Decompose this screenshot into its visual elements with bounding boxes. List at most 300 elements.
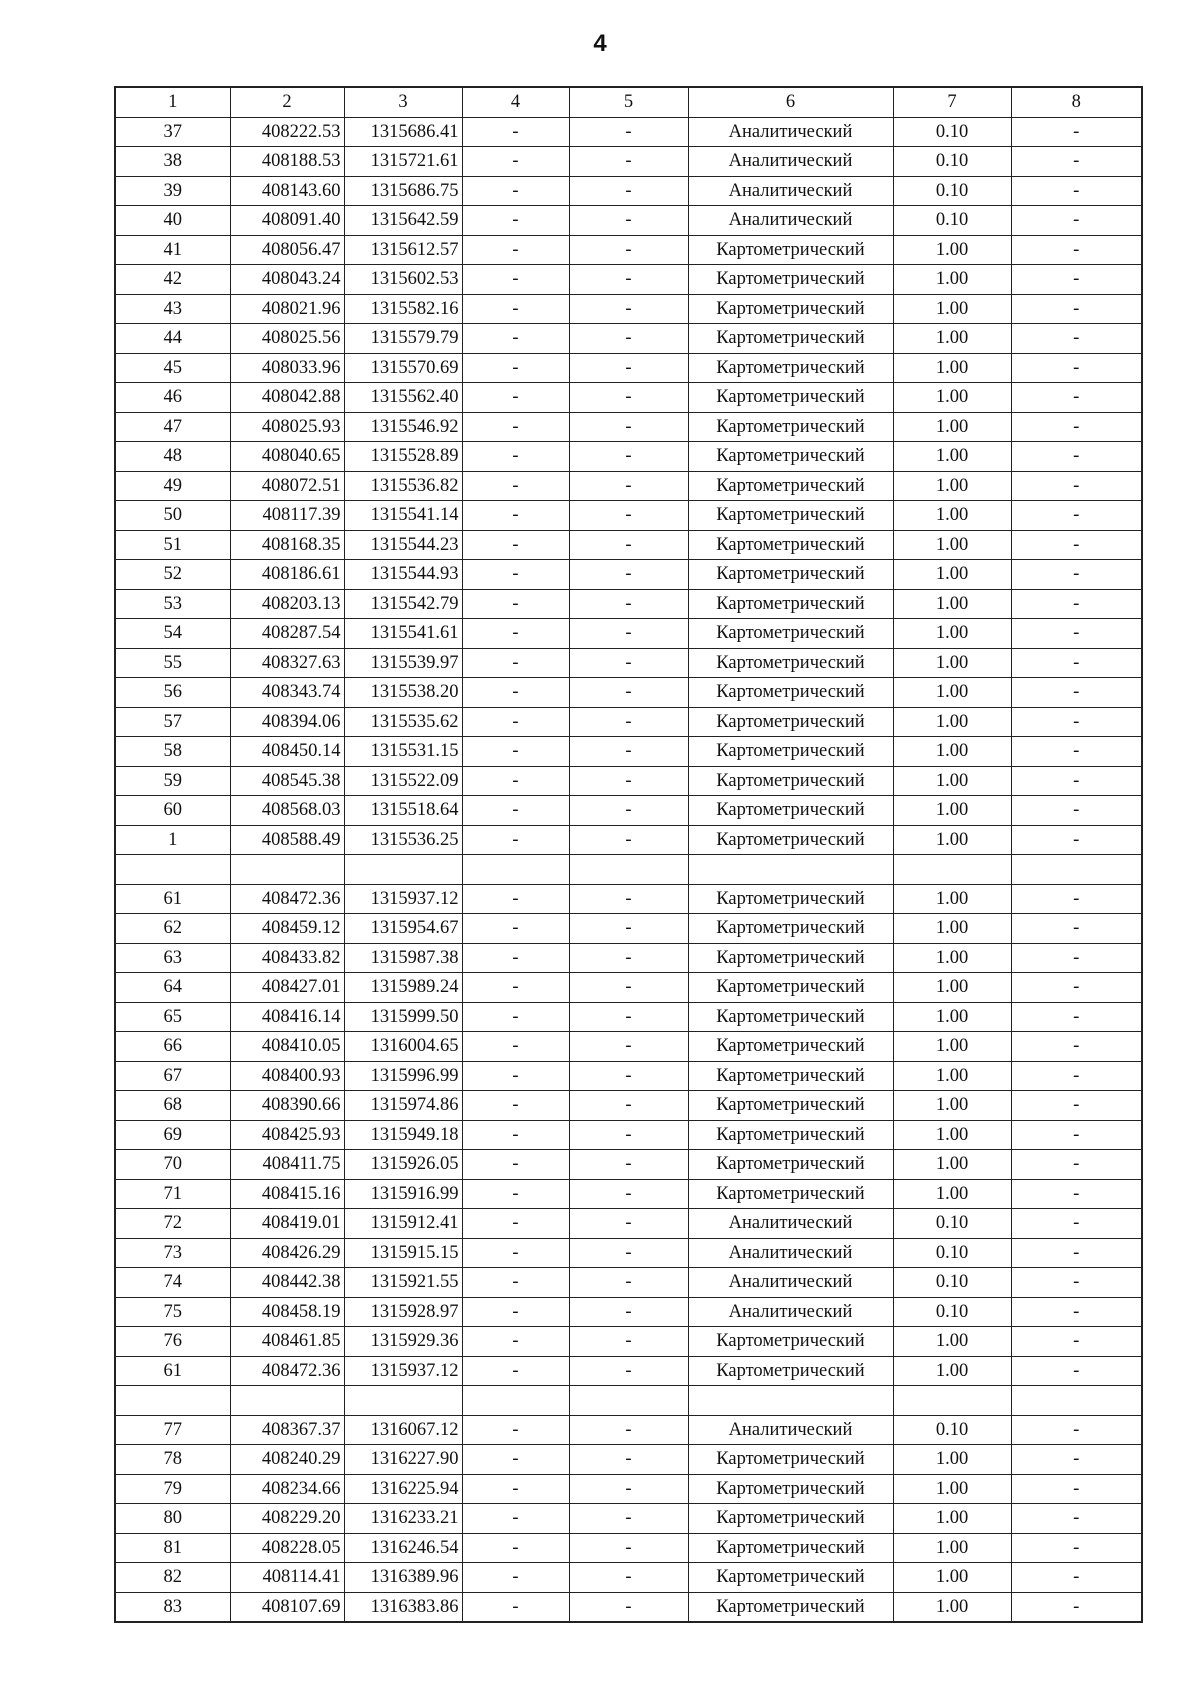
coord-y-cell: 1315921.55 [344, 1268, 462, 1298]
coord-y-cell: 1315579.79 [344, 324, 462, 354]
point-number-cell: 58 [115, 737, 230, 767]
col-5-cell: - [569, 560, 688, 590]
table-row [115, 914, 1142, 944]
method-cell: Картометрический [688, 412, 893, 442]
coord-x-cell: 408343.74 [230, 678, 344, 708]
coord-y-cell: 1315582.16 [344, 294, 462, 324]
accuracy-cell: 1.00 [893, 1061, 1011, 1091]
accuracy-cell: 1.00 [893, 1592, 1011, 1622]
table-row [115, 501, 1142, 531]
col-8-cell: - [1011, 1061, 1142, 1091]
col-8-cell: - [1011, 884, 1142, 914]
col-8-cell: - [1011, 1032, 1142, 1062]
table-row [115, 1209, 1142, 1239]
coord-y-cell: 1315989.24 [344, 973, 462, 1003]
coord-y-cell: 1315570.69 [344, 353, 462, 383]
point-number-cell: 65 [115, 1002, 230, 1032]
coord-x-cell: 408568.03 [230, 796, 344, 826]
method-cell [688, 1386, 893, 1416]
coord-x-cell: 408419.01 [230, 1209, 344, 1239]
point-number-cell: 44 [115, 324, 230, 354]
coord-y-cell: 1315954.67 [344, 914, 462, 944]
point-number-cell: 60 [115, 796, 230, 826]
col-4-cell: - [462, 884, 569, 914]
col-8-cell: - [1011, 530, 1142, 560]
coord-x-cell: 408287.54 [230, 619, 344, 649]
col-8-cell: - [1011, 707, 1142, 737]
method-cell: Картометрический [688, 943, 893, 973]
point-number-cell: 43 [115, 294, 230, 324]
point-number-cell: 55 [115, 648, 230, 678]
col-8-cell: - [1011, 471, 1142, 501]
method-cell: Аналитический [688, 147, 893, 177]
coord-y-cell: 1315937.12 [344, 884, 462, 914]
accuracy-cell: 1.00 [893, 235, 1011, 265]
header-cell: 2 [230, 87, 344, 117]
coord-x-cell: 408234.66 [230, 1474, 344, 1504]
page-number: 4 [593, 30, 607, 57]
col-4-cell: - [462, 1209, 569, 1239]
method-cell: Картометрический [688, 1120, 893, 1150]
coord-y-cell: 1315562.40 [344, 383, 462, 413]
col-4-cell: - [462, 796, 569, 826]
table-row [115, 1120, 1142, 1150]
coord-y-cell: 1316004.65 [344, 1032, 462, 1062]
col-8-cell: - [1011, 648, 1142, 678]
coord-y-cell: 1315541.14 [344, 501, 462, 531]
coord-y-cell: 1315996.99 [344, 1061, 462, 1091]
col-5-cell: - [569, 1592, 688, 1622]
accuracy-cell: 1.00 [893, 1356, 1011, 1386]
method-cell [688, 855, 893, 885]
col-5-cell: - [569, 1356, 688, 1386]
method-cell: Аналитический [688, 1209, 893, 1239]
coord-x-cell: 408425.93 [230, 1120, 344, 1150]
point-number-cell: 38 [115, 147, 230, 177]
point-number-cell: 62 [115, 914, 230, 944]
coord-x-cell: 408472.36 [230, 1356, 344, 1386]
method-cell: Картометрический [688, 1445, 893, 1475]
point-number-cell: 61 [115, 884, 230, 914]
col-8-cell: - [1011, 265, 1142, 295]
col-8-cell: - [1011, 1150, 1142, 1180]
table-row [115, 1297, 1142, 1327]
col-8-cell: - [1011, 1297, 1142, 1327]
point-number-cell: 39 [115, 176, 230, 206]
accuracy-cell: 1.00 [893, 648, 1011, 678]
col-4-cell: - [462, 353, 569, 383]
accuracy-cell: 1.00 [893, 501, 1011, 531]
col-8-cell: - [1011, 1504, 1142, 1534]
method-cell: Картометрический [688, 707, 893, 737]
col-8-cell: - [1011, 1415, 1142, 1445]
coord-y-cell: 1315949.18 [344, 1120, 462, 1150]
col-8-cell: - [1011, 147, 1142, 177]
col-5-cell: - [569, 265, 688, 295]
point-number-cell: 49 [115, 471, 230, 501]
col-5-cell: - [569, 501, 688, 531]
col-5-cell: - [569, 1504, 688, 1534]
col-8-cell: - [1011, 619, 1142, 649]
col-5-cell: - [569, 973, 688, 1003]
coord-y-cell: 1315544.93 [344, 560, 462, 590]
col-8-cell: - [1011, 1091, 1142, 1121]
coord-x-cell: 408426.29 [230, 1238, 344, 1268]
col-8-cell: - [1011, 353, 1142, 383]
col-8-cell: - [1011, 442, 1142, 472]
col-4-cell: - [462, 1120, 569, 1150]
accuracy-cell: 1.00 [893, 1120, 1011, 1150]
table-row [115, 825, 1142, 855]
table-row [115, 1474, 1142, 1504]
table-row [115, 1415, 1142, 1445]
coord-y-cell: 1315541.61 [344, 619, 462, 649]
coord-x-cell: 408143.60 [230, 176, 344, 206]
col-4-cell: - [462, 412, 569, 442]
header-cell: 1 [115, 87, 230, 117]
col-5-cell: - [569, 1002, 688, 1032]
table-row [115, 619, 1142, 649]
table-row [115, 737, 1142, 767]
col-5-cell: - [569, 943, 688, 973]
point-number-cell: 56 [115, 678, 230, 708]
method-cell: Картометрический [688, 1150, 893, 1180]
col-8-cell: - [1011, 973, 1142, 1003]
coord-x-cell: 408458.19 [230, 1297, 344, 1327]
accuracy-cell: 1.00 [893, 1445, 1011, 1475]
coord-y-cell: 1315926.05 [344, 1150, 462, 1180]
coord-x-cell: 408229.20 [230, 1504, 344, 1534]
col-8-cell: - [1011, 825, 1142, 855]
method-cell: Картометрический [688, 1533, 893, 1563]
col-4-cell: - [462, 1533, 569, 1563]
table-row [115, 471, 1142, 501]
method-cell: Аналитический [688, 1268, 893, 1298]
coord-x-cell: 408394.06 [230, 707, 344, 737]
coord-x-cell: 408400.93 [230, 1061, 344, 1091]
header-cell: 7 [893, 87, 1011, 117]
col-4-cell: - [462, 235, 569, 265]
header-cell: 8 [1011, 87, 1142, 117]
table-row [115, 1386, 1142, 1416]
table-row [115, 147, 1142, 177]
accuracy-cell: 1.00 [893, 1504, 1011, 1534]
col-4-cell: - [462, 530, 569, 560]
method-cell: Картометрический [688, 914, 893, 944]
coord-x-cell: 408415.16 [230, 1179, 344, 1209]
table-row [115, 1592, 1142, 1622]
col-4-cell: - [462, 294, 569, 324]
coord-y-cell: 1315915.15 [344, 1238, 462, 1268]
col-4-cell: - [462, 206, 569, 236]
col-8-cell: - [1011, 678, 1142, 708]
col-5-cell: - [569, 796, 688, 826]
table-row [115, 412, 1142, 442]
accuracy-cell: 0.10 [893, 117, 1011, 147]
accuracy-cell: 1.00 [893, 914, 1011, 944]
accuracy-cell: 0.10 [893, 1238, 1011, 1268]
point-number-cell: 40 [115, 206, 230, 236]
table-row [115, 1238, 1142, 1268]
table-row [115, 1356, 1142, 1386]
col-5-cell: - [569, 1120, 688, 1150]
col-5-cell: - [569, 737, 688, 767]
col-4-cell: - [462, 1238, 569, 1268]
coord-x-cell: 408427.01 [230, 973, 344, 1003]
coord-y-cell: 1315974.86 [344, 1091, 462, 1121]
accuracy-cell: 1.00 [893, 589, 1011, 619]
col-8-cell: - [1011, 1209, 1142, 1239]
accuracy-cell: 1.00 [893, 1150, 1011, 1180]
coord-x-cell [230, 1386, 344, 1416]
coord-y-cell: 1315929.36 [344, 1327, 462, 1357]
point-number-cell [115, 1386, 230, 1416]
table-row [115, 442, 1142, 472]
col-5-cell: - [569, 353, 688, 383]
col-4-cell: - [462, 1268, 569, 1298]
coord-y-cell: 1315546.92 [344, 412, 462, 442]
col-8-cell: - [1011, 235, 1142, 265]
col-5-cell: - [569, 1061, 688, 1091]
method-cell: Картометрический [688, 1563, 893, 1593]
col-4-cell: - [462, 501, 569, 531]
table-row [115, 560, 1142, 590]
col-8-cell: - [1011, 1563, 1142, 1593]
col-4-cell: - [462, 1563, 569, 1593]
col-4-cell: - [462, 1415, 569, 1445]
accuracy-cell: 0.10 [893, 1415, 1011, 1445]
col-8-cell: - [1011, 412, 1142, 442]
accuracy-cell: 1.00 [893, 1533, 1011, 1563]
coord-x-cell: 408114.41 [230, 1563, 344, 1593]
col-5-cell: - [569, 176, 688, 206]
col-4-cell: - [462, 1445, 569, 1475]
point-number-cell: 74 [115, 1268, 230, 1298]
col-5-cell: - [569, 1091, 688, 1121]
accuracy-cell: 1.00 [893, 1091, 1011, 1121]
method-cell: Картометрический [688, 1061, 893, 1091]
coord-x-cell: 408459.12 [230, 914, 344, 944]
col-5-cell: - [569, 1445, 688, 1475]
col-8-cell: - [1011, 1268, 1142, 1298]
coord-y-cell: 1316233.21 [344, 1504, 462, 1534]
method-cell: Картометрический [688, 353, 893, 383]
coord-y-cell: 1315642.59 [344, 206, 462, 236]
coord-y-cell: 1315536.82 [344, 471, 462, 501]
col-4-cell: - [462, 1504, 569, 1534]
point-number-cell: 47 [115, 412, 230, 442]
point-number-cell: 66 [115, 1032, 230, 1062]
coord-x-cell: 408411.75 [230, 1150, 344, 1180]
coord-y-cell: 1315999.50 [344, 1002, 462, 1032]
point-number-cell: 76 [115, 1327, 230, 1357]
col-4-cell: - [462, 648, 569, 678]
col-4-cell: - [462, 1061, 569, 1091]
col-4-cell: - [462, 1297, 569, 1327]
table-row [115, 1563, 1142, 1593]
col-5-cell: - [569, 235, 688, 265]
header-row [115, 87, 1142, 117]
col-4-cell: - [462, 1091, 569, 1121]
col-5-cell: - [569, 884, 688, 914]
header-cell: 6 [688, 87, 893, 117]
point-number-cell: 45 [115, 353, 230, 383]
col-5-cell: - [569, 914, 688, 944]
coord-x-cell: 408040.65 [230, 442, 344, 472]
method-cell: Аналитический [688, 117, 893, 147]
accuracy-cell: 1.00 [893, 943, 1011, 973]
col-5-cell: - [569, 383, 688, 413]
coord-y-cell: 1315536.25 [344, 825, 462, 855]
coord-x-cell: 408188.53 [230, 147, 344, 177]
accuracy-cell: 1.00 [893, 1474, 1011, 1504]
accuracy-cell: 1.00 [893, 796, 1011, 826]
col-5-cell: - [569, 294, 688, 324]
accuracy-cell: 0.10 [893, 206, 1011, 236]
col-4-cell: - [462, 265, 569, 295]
accuracy-cell: 1.00 [893, 884, 1011, 914]
col-5-cell: - [569, 412, 688, 442]
point-number-cell: 79 [115, 1474, 230, 1504]
col-4-cell [462, 1386, 569, 1416]
table-row [115, 206, 1142, 236]
col-4-cell: - [462, 117, 569, 147]
col-8-cell: - [1011, 324, 1142, 354]
table-row [115, 678, 1142, 708]
col-5-cell: - [569, 1297, 688, 1327]
coord-y-cell: 1316389.96 [344, 1563, 462, 1593]
coord-x-cell: 408327.63 [230, 648, 344, 678]
accuracy-cell: 1.00 [893, 737, 1011, 767]
point-number-cell: 59 [115, 766, 230, 796]
accuracy-cell: 1.00 [893, 1563, 1011, 1593]
accuracy-cell: 0.10 [893, 147, 1011, 177]
accuracy-cell: 0.10 [893, 176, 1011, 206]
table-row [115, 353, 1142, 383]
coord-x-cell: 408450.14 [230, 737, 344, 767]
col-4-cell: - [462, 1032, 569, 1062]
col-5-cell: - [569, 648, 688, 678]
method-cell: Картометрический [688, 265, 893, 295]
point-number-cell: 70 [115, 1150, 230, 1180]
col-4-cell [462, 855, 569, 885]
accuracy-cell: 1.00 [893, 560, 1011, 590]
point-number-cell: 52 [115, 560, 230, 590]
col-8-cell: - [1011, 943, 1142, 973]
point-number-cell: 46 [115, 383, 230, 413]
accuracy-cell: 1.00 [893, 1032, 1011, 1062]
coord-x-cell: 408367.37 [230, 1415, 344, 1445]
table-row [115, 766, 1142, 796]
table-row [115, 324, 1142, 354]
table-row [115, 235, 1142, 265]
accuracy-cell: 1.00 [893, 530, 1011, 560]
point-number-cell: 64 [115, 973, 230, 1003]
coord-y-cell: 1315538.20 [344, 678, 462, 708]
point-number-cell: 68 [115, 1091, 230, 1121]
accuracy-cell: 1.00 [893, 442, 1011, 472]
col-5-cell: - [569, 1563, 688, 1593]
col-4-cell: - [462, 1179, 569, 1209]
col-5-cell: - [569, 206, 688, 236]
col-8-cell: - [1011, 914, 1142, 944]
col-4-cell: - [462, 766, 569, 796]
method-cell: Картометрический [688, 442, 893, 472]
table-row [115, 796, 1142, 826]
table-row [115, 1061, 1142, 1091]
col-5-cell: - [569, 678, 688, 708]
accuracy-cell: 1.00 [893, 1327, 1011, 1357]
col-4-cell: - [462, 176, 569, 206]
accuracy-cell: 1.00 [893, 265, 1011, 295]
col-5-cell: - [569, 1032, 688, 1062]
col-8-cell: - [1011, 1533, 1142, 1563]
method-cell: Картометрический [688, 324, 893, 354]
col-5-cell: - [569, 707, 688, 737]
accuracy-cell: 1.00 [893, 471, 1011, 501]
coord-x-cell: 408545.38 [230, 766, 344, 796]
col-4-cell: - [462, 324, 569, 354]
coord-y-cell: 1315612.57 [344, 235, 462, 265]
coord-y-cell: 1316225.94 [344, 1474, 462, 1504]
table-row [115, 176, 1142, 206]
col-4-cell: - [462, 707, 569, 737]
point-number-cell: 37 [115, 117, 230, 147]
method-cell: Аналитический [688, 1415, 893, 1445]
col-4-cell: - [462, 383, 569, 413]
col-8-cell: - [1011, 766, 1142, 796]
accuracy-cell [893, 855, 1011, 885]
accuracy-cell: 1.00 [893, 1002, 1011, 1032]
table-row [115, 1150, 1142, 1180]
method-cell: Картометрический [688, 1356, 893, 1386]
col-4-cell: - [462, 442, 569, 472]
table-row [115, 117, 1142, 147]
table-row [115, 855, 1142, 885]
method-cell: Картометрический [688, 530, 893, 560]
point-number-cell: 75 [115, 1297, 230, 1327]
point-number-cell [115, 855, 230, 885]
col-4-cell: - [462, 560, 569, 590]
col-5-cell: - [569, 147, 688, 177]
accuracy-cell: 0.10 [893, 1268, 1011, 1298]
col-8-cell: - [1011, 1356, 1142, 1386]
method-cell: Картометрический [688, 766, 893, 796]
coord-y-cell: 1315535.62 [344, 707, 462, 737]
point-number-cell: 69 [115, 1120, 230, 1150]
coord-x-cell: 408168.35 [230, 530, 344, 560]
coordinates-table [114, 86, 1143, 1623]
coord-y-cell: 1315544.23 [344, 530, 462, 560]
method-cell: Картометрический [688, 973, 893, 1003]
point-number-cell: 1 [115, 825, 230, 855]
col-5-cell: - [569, 825, 688, 855]
col-5-cell: - [569, 117, 688, 147]
coord-y-cell: 1315528.89 [344, 442, 462, 472]
col-8-cell: - [1011, 383, 1142, 413]
col-4-cell: - [462, 619, 569, 649]
point-number-cell: 83 [115, 1592, 230, 1622]
accuracy-cell: 1.00 [893, 324, 1011, 354]
coord-x-cell: 408025.93 [230, 412, 344, 442]
header-cell: 5 [569, 87, 688, 117]
table-row [115, 530, 1142, 560]
point-number-cell: 48 [115, 442, 230, 472]
accuracy-cell: 1.00 [893, 707, 1011, 737]
coord-x-cell: 408043.24 [230, 265, 344, 295]
col-4-cell: - [462, 147, 569, 177]
table-row [115, 383, 1142, 413]
